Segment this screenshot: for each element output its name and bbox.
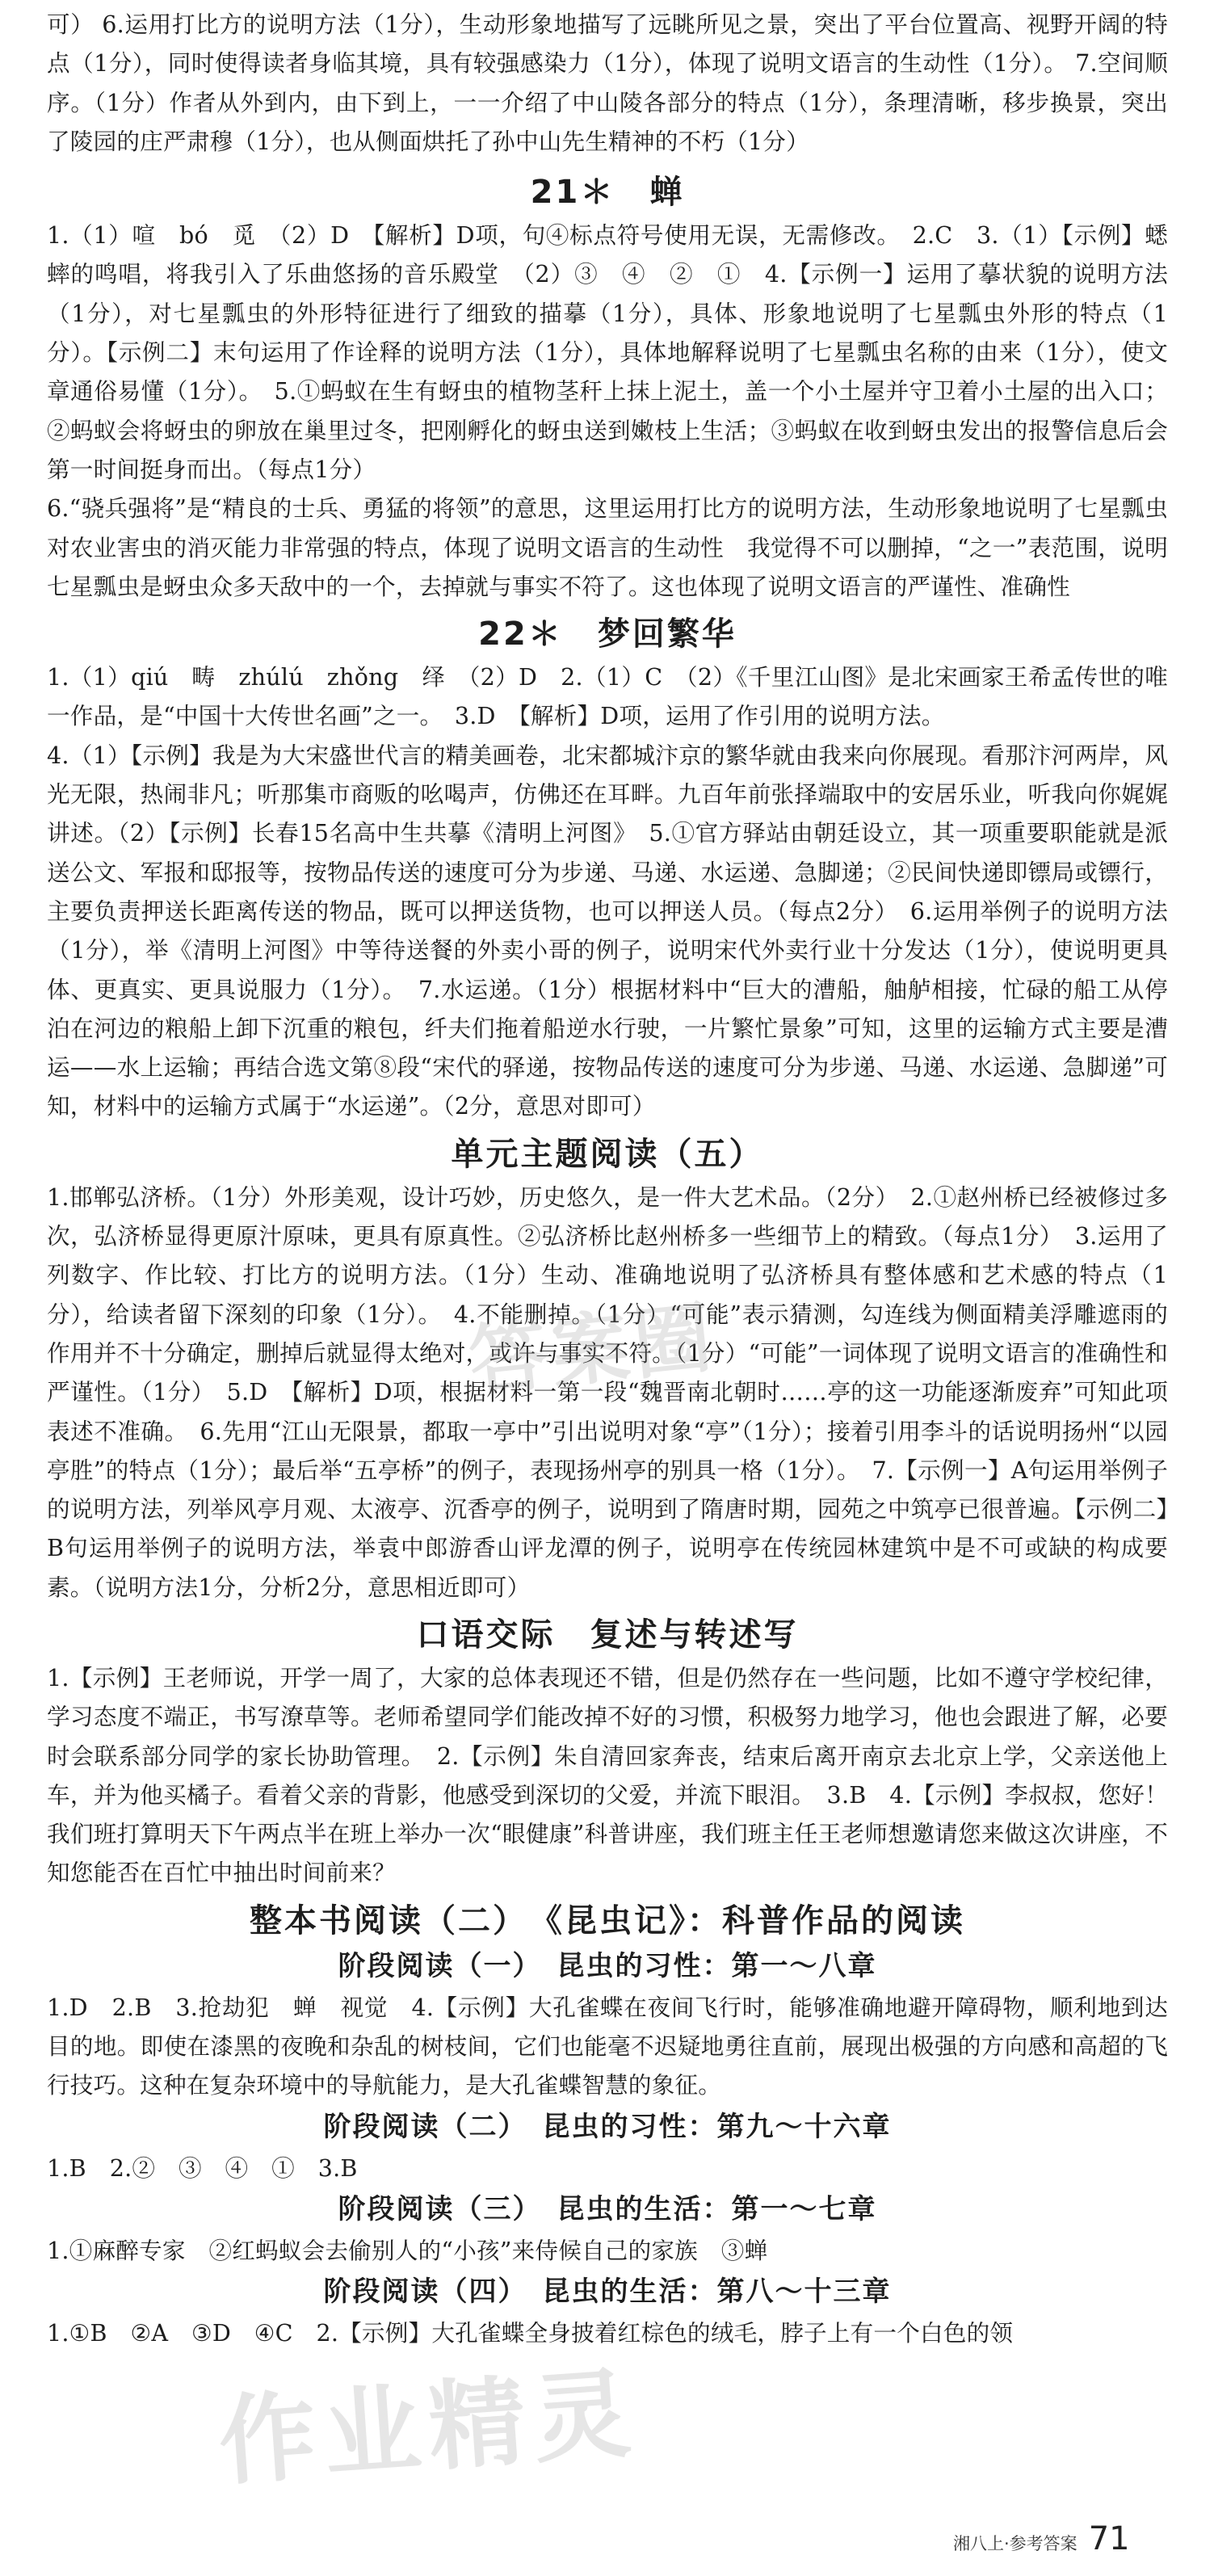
section-title: 整本书阅读（二） 《昆虫记》：科普作品的阅读 [250,1902,965,1939]
page-content [47,5,1168,2353]
paragraph: 1.邯郸弘济桥。（1分）外形美观，设计巧妙，历史悠久，是一件大艺术品。（2分） 2.①赵州桥已经被修过多次，弘济桥显得更原汁原味，更具有原真性。②弘济桥比赵州桥多一些细节上的精致。（每点1分） 3.运用了列数字、作比较、打比方的说明方法。（1分）生动、准确地说明了弘济桥具有整体感和艺术感的特点（1分），给读者留下深刻的印象（1分）。 4.不能删掉。（1分）“可能”表示猜测，勾连线为侧面精美浮雕遮雨的作用并不十分确定，删掉后就显得太绝对，或许与事实不符。（1分）“可能”一词体现了说明文语言的准确性和严谨性。（1分） 5.D 【解析】D项，根据材料一第一段“魏晋南北朝时……亭的这一功能逐渐废弃”可知此项表述不准确。 6.先用“江山无限景，都取一亭中”引出说明对象“亭”（1分）；接着引用李斗的话说明扬州“以园亭胜”的特点（1分）；最后举“五亭桥”的例子，表现扬州亭的别具一格（1分）。 7.【示例一】A句运用举例子的说明方法，列举风亭月观、太液亭、沉香亭的例子，说明到了隋唐时期，园苑之中筑亭已很普遍。【示例二】B句运用举例子的说明方法，举袁中郎游香山评龙潭的例子，说明亭在传统园林建筑中是不可或缺的构成要素。（说明方法1分，分析2分，意思相近即可） [47,1183,1168,1601]
section-cicada [47,169,1168,606]
watermark: 答案圈 [464,1292,720,1408]
section-unit-theme-reading [47,1131,1168,1607]
section-whole-book-reading [47,1897,1168,2353]
section-title: 21＊ 蝉 [530,174,685,212]
section-continued [47,5,1168,161]
paragraph: 1.D 2.B 3.抢劫犯 蝉 视觉 4.【示例】大孔雀蝶在夜间飞行时，能够准确地避开障碍物，顺利地到达目的地。即使在漆黑的夜晚和杂乱的树枝间，它们也能毫不迟疑地勇往直前，展现出极强的方向感和高超的飞行技巧。这种在复杂环境中的导航能力，是大孔雀蝶智慧的象征。 [47,1993,1168,2099]
page-number: 71 [1088,2520,1130,2557]
section-dream-prosperity [47,611,1168,1126]
paragraph: 可） 6.运用打比方的说明方法（1分），生动形象地描写了远眺所见之景，突出了平台位置高、视野开阔的特点（1分），同时使得读者身临其境，具有较强感染力（1分），体现了说明文语言的生动性（1分）。 7.空间顺序。（1分）作者从外到内，由下到上，一一介绍了中山陵各部分的特点（1分），条理清晰，移步换景，突出了陵园的庄严肃穆（1分），也从侧面烘托了孙中山先生精神的不朽（1分） [47,11,1168,155]
paragraph: 1.B 2.② ③ ④ ① 3.B [47,2154,358,2182]
paragraph: 1.【示例】王老师说，开学一周了，大家的总体表现还不错，但是仍然存在一些问题，比如不遵守学校纪律，学习态度不端正，书写潦草等。老师希望同学们能改掉不好的习惯，积极努力地学习，他也会跟进了解，必要时会联系部分同学的家长协助管理。 2.【示例】朱自清回家奔丧，结束后离开南京去北京上学，父亲送他上车，并为他买橘子。看着父亲的背影，他感受到深切的父爱，并流下眼泪。 3.B 4.【示例】李叔叔，您好！我们班打算明天下午两点半在班上举办一次“眼健康”科普讲座，我们班主任王老师想邀请您来做这次讲座，不知您能否在百忙中抽出时间前来？ [47,1663,1168,1887]
paragraph: 1.①B ②A ③D ④C 2.【示例】大孔雀蝶全身披着红棕色的绒毛，脖子上有一个白色的领 [47,2319,1014,2347]
subsection-title: 阶段阅读（四） 昆虫的生活：第八～十三章 [323,2276,892,2309]
paragraph: 6.“骁兵强将”是“精良的士兵、勇猛的将领”的意思，这里运用打比方的说明方法，生动形象地说明了七星瓢虫对农业害虫的消灭能力非常强的特点，体现了说明文语言的生动性 我觉得不可以删掉，“之一”表范围，说明七星瓢虫是蚜虫众多天敌中的一个，去掉就与事实不符了。这也体现了说明文语言的严谨性、准确性 [47,494,1168,600]
section-title: 22＊ 梦回繁华 [478,616,737,653]
watermark: 作业精灵 [215,2358,642,2499]
paragraph: 1.①麻醉专家 ②红蚂蚁会去偷别人的“小孩”来侍候自己的家族 ③蝉 [47,2236,768,2264]
section-title: 单元主题阅读（五） [451,1135,764,1173]
subsection-title: 阶段阅读（一） 昆虫的习性：第一～八章 [338,1949,877,1982]
paragraph: 4.（1）【示例】我是为大宋盛世代言的精美画卷，北宋都城汴京的繁华就由我来向你展现。看那汴河两岸，风光无限，热闹非凡；听那集市商贩的吆喝声，仿佛还在耳畔。九百年前张择端取中的安居乐业，听我向你娓娓讲述。（2）【示例】长春15名高中生共摹《清明上河图》 5.①官方驿站由朝廷设立，其一项重要职能就是派送公文、军报和邸报等，按物品传送的速度可分为步递、马递、水运递、急脚递；②民间快递即镖局或镖行，主要负责押送长距离传送的物品，既可以押送货物，也可以押送人员。（每点2分） 6.运用举例子的说明方法（1分），举《清明上河图》中等待送餐的外卖小哥的例子，说明宋代外卖行业十分发达（1分），使说明更具体、更真实、更具说服力（1分）。 7.水运递。（1分）根据材料中“巨大的漕船，舳舻相接，忙碌的船工从停泊在河边的粮船上卸下沉重的粮包，纤夫们拖着船逆水行驶，一片繁忙景象”可知，这里的运输方式主要是漕运——水上运输；再结合选文第⑧段“宋代的驿递，按物品传送的速度可分为步递、马递、水运递、急脚递”可知，材料中的运输方式属于“水运递”。（2分，意思对即可） [47,741,1168,1120]
paragraph: 1.（1）qiú 畴 zhúlú zhǒng 绎 （2）D 2.（1）C （2）《千里江山图》是北宋画家王希孟传世的唯一作品，是“中国十大传世名画”之一。 3.D 【解析】D项，运用了作引用的说明方法。 [47,663,1168,730]
paragraph: 1.（1）喧 bó 觅 （2）D 【解析】D项，句④标点符号使用无误，无需修改。 2.C 3.（1）【示例】蟋蟀的鸣唱，将我引入了乐曲悠扬的音乐殿堂 （2）③ ④ ② ① 4.【示例一】运用了摹状貌的说明方法（1分），对七星瓢虫的外形特征进行了细致的描摹（1分），具体、形象地说明了七星瓢虫外形的特点（1分）。【示例二】末句运用了作诠释的说明方法（1分），具体地解释说明了七星瓢虫名称的由来（1分），使文章通俗易懂（1分）。 5.①蚂蚁在生有蚜虫的植物茎秆上抹上泥土，盖一个小土屋并守卫着小土屋的出入口；②蚂蚁会将蚜虫的卵放在巢里过冬，把刚孵化的蚜虫送到嫩枝上生活；③蚂蚁在收到蚜虫发出的报警信息后会第一时间挺身而出。（每点1分） [47,221,1168,483]
section-title: 口语交际 复述与转述写 [416,1616,799,1654]
subsection-title: 阶段阅读（二） 昆虫的习性：第九～十六章 [323,2110,892,2143]
page-footer [953,2520,1130,2557]
section-oral-communication [47,1612,1168,1893]
footer-label: 湘八上·参考答案 [953,2534,1077,2553]
subsection-title: 阶段阅读（三） 昆虫的生活：第一～七章 [338,2192,877,2225]
